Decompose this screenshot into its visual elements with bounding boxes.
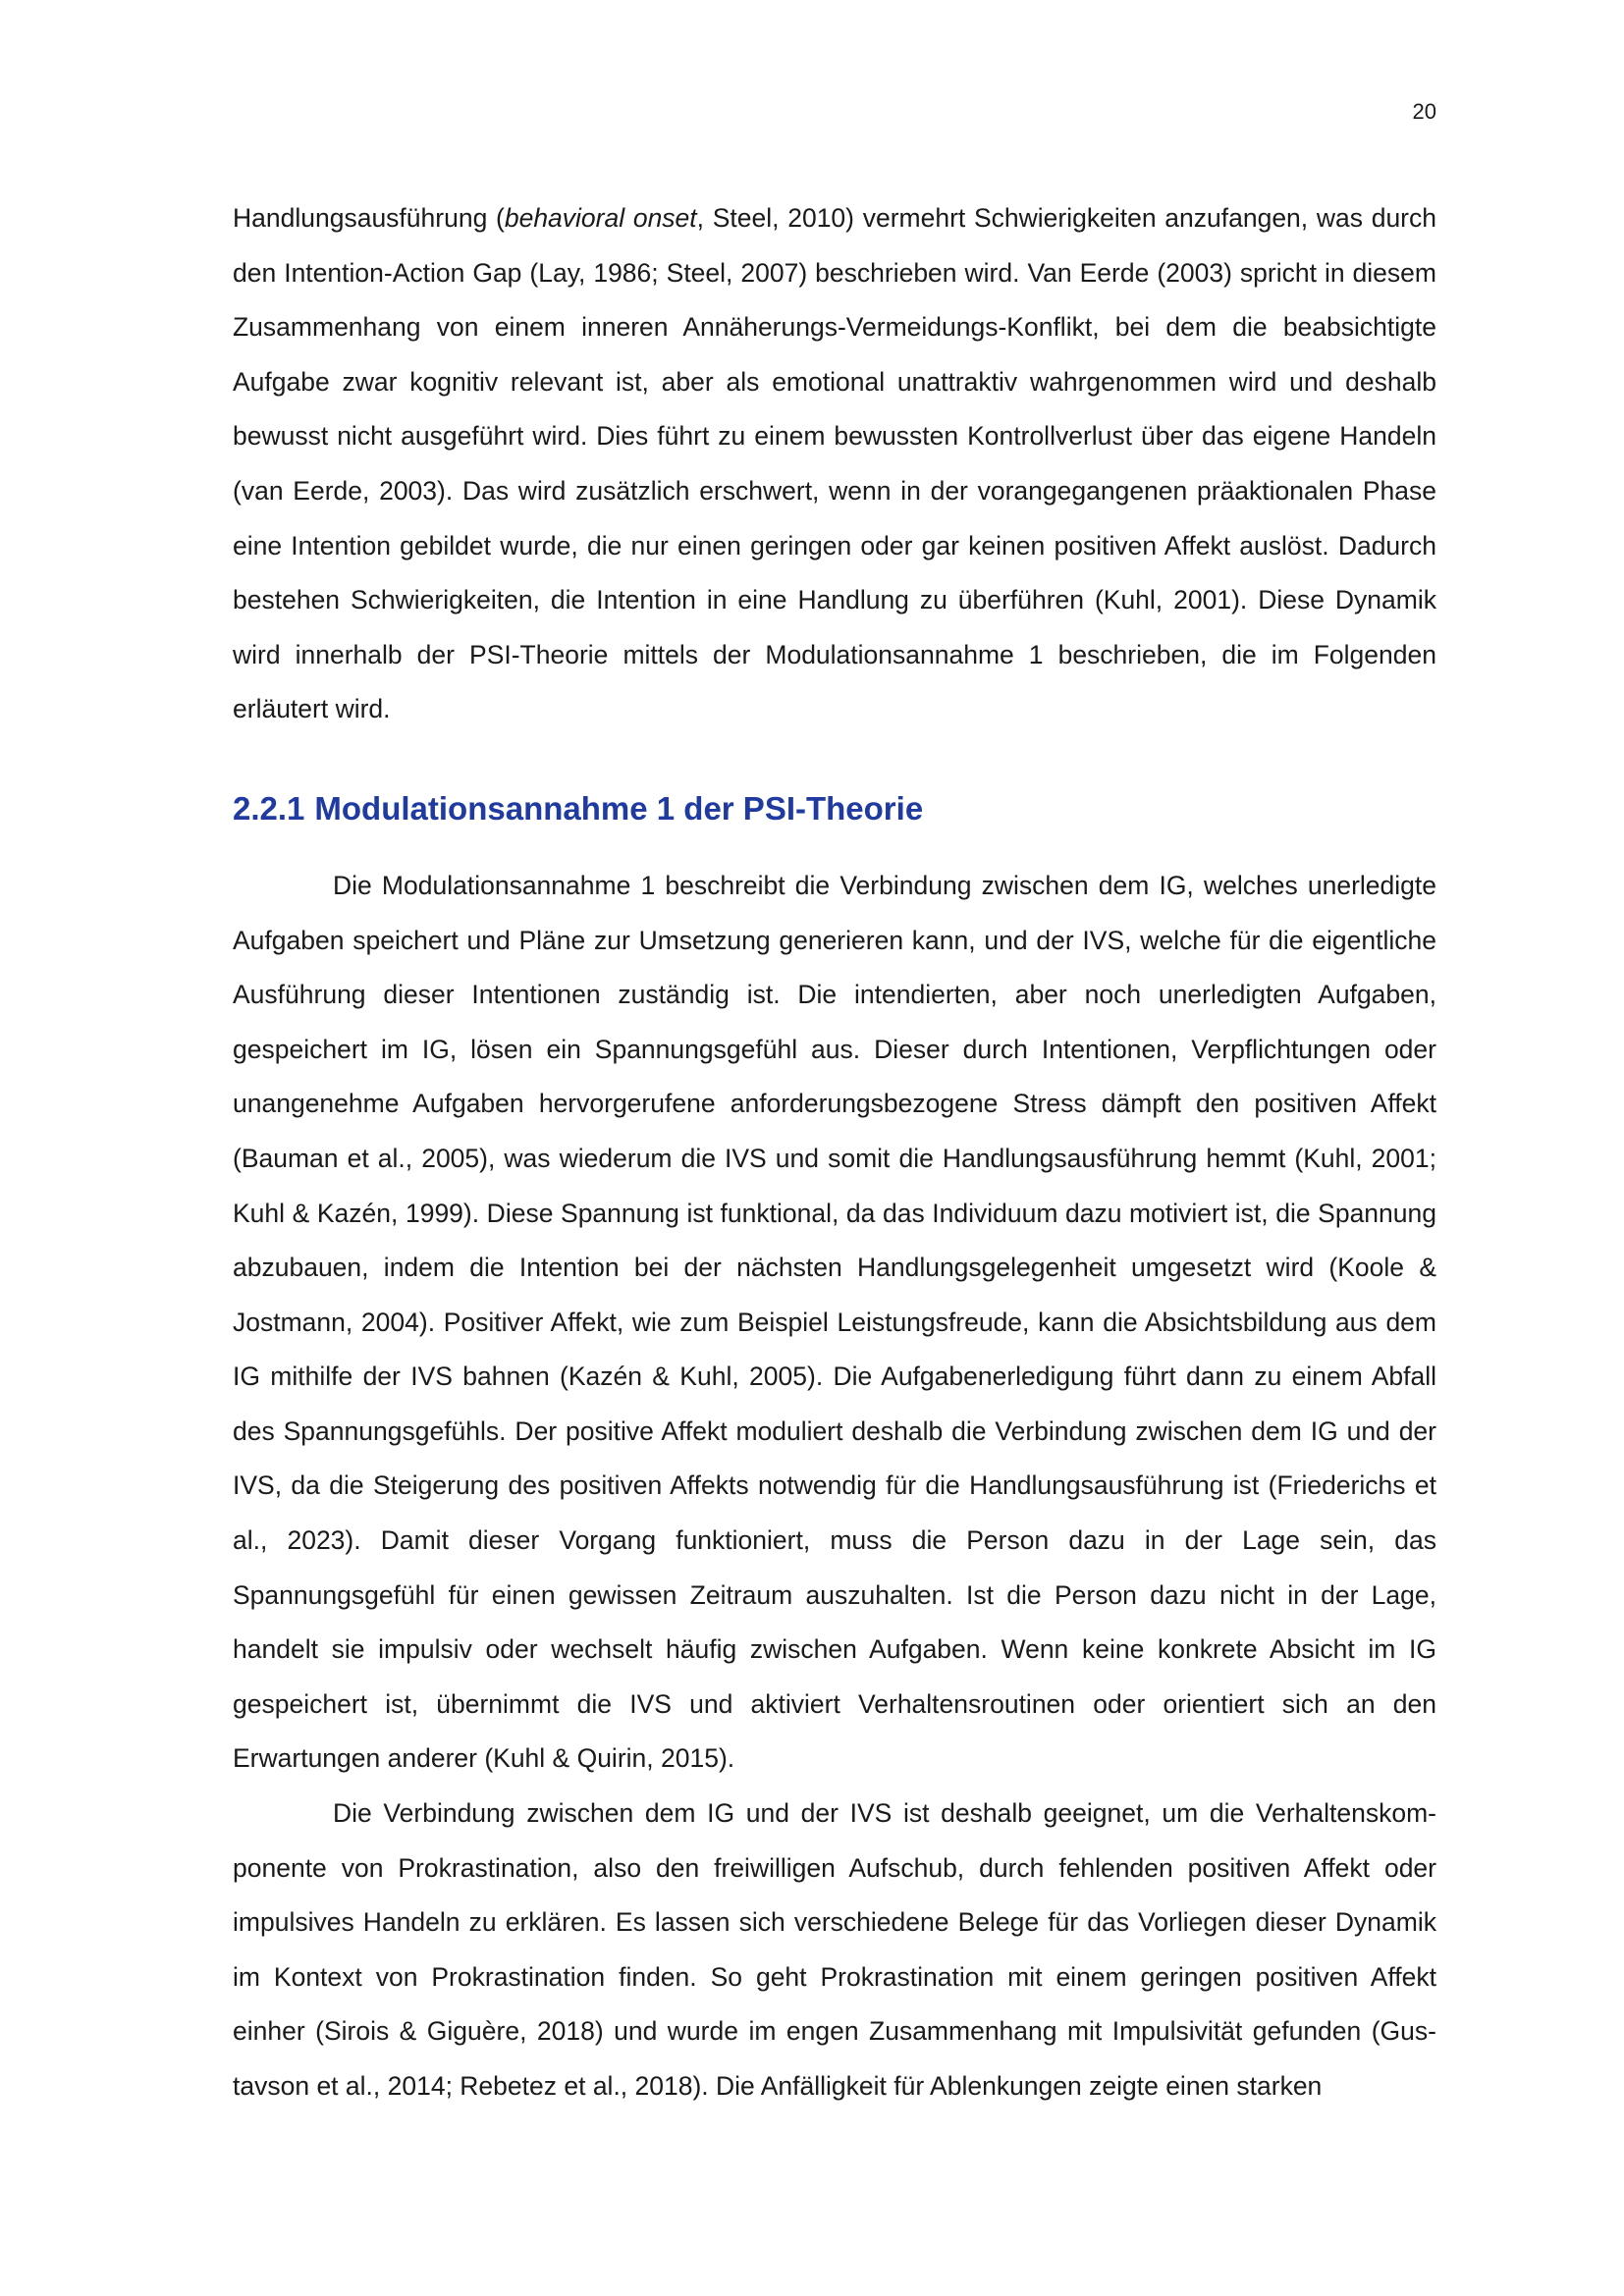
paragraph-intro [233, 191, 1436, 737]
section-title: Modulationsannahme 1 der PSI-Theorie [314, 789, 924, 827]
section-number: 2.2.1 [233, 789, 305, 827]
page-number: 20 [1412, 99, 1436, 124]
paragraph-procrastination: Die Verbindung zwischen dem IG und der IVS ist deshalb geeignet, um die Verhaltenskomponente von Prokrastination, also den freiwilligen Aufschub, durch fehlenden positiven Affekt oder impulsives Handeln zu erklären. Es lassen sich verschiedene Belege für das Vorliegen dieser Dynamik im Kontext von Prokrastination finden. So geht Prokrastination mit einem geringen positiven Affekt einher (Sirois & Giguère, 2018) und wurde im engen Zusammenhang mit Impulsivität gefunden (Gustavson et al., 2014; Rebetez et al., 2018). Die Anfälligkeit für Ablenkungen zeigte einen starken [233, 1798, 1436, 2101]
paragraph-intro-rest: , Steel, 2010) vermehrt Schwierigkeiten anzufangen, was durch den Intention-Action Gap (Lay, 1986; Steel, 2007) beschrieben wird. Van Eerde (2003) spricht in diesem Zusammenhang von einem inneren Annäherungs-Vermeidungs-Konflikt, bei dem die beabsichtigte Aufgabe zwar kognitiv relevant ist, aber als emotional unattraktiv wahrgenommen wird und deshalb bewusst nicht ausgeführt wird. Dies führt zu einem bewussten Kontrollverlust über das eigene Handeln (van Eerde, 2003). Das wird zusätzlich erschwert, wenn in der vorangegangenen präaktionalen Phase eine Intention gebildet wurde, die nur einen geringen oder gar keinen positiven Affekt auslöst. Dadurch bestehen Schwierigkeiten, die Intention in eine Handlung zu überführen (Kuhl, 2001). Diese Dynamik wird innerhalb der PSI-Theorie mittels der Modulationsannahme 1 beschrieben, die im Folgenden erläutert wird. [233, 203, 1436, 724]
paragraph-intro-emphasis: behavioral onset [504, 203, 697, 233]
section-heading [233, 785, 1436, 832]
page-body [233, 191, 1436, 2114]
paragraph-modulation: Die Modulationsannahme 1 beschreibt die Verbindung zwischen dem IG, welches unerledigte Aufgaben speichert und Pläne zur Umsetzung generieren kann, und der IVS, welche für die eigentliche Ausführung dieser Intentionen zuständig ist. Die intendierten, aber noch unerledigten Aufgaben, gespeichert im IG, lösen ein Spannungsgefühl aus. Dieser durch Intentionen, Verpflichtungen oder unangenehme Aufgaben hervorgerufene anforderungsbezogene Stress dämpft den positiven Affekt (Bauman et al., 2005), was wiederum die IVS und somit die Handlungsausführung hemmt (Kuhl, 2001; Kuhl & Kazén, 1999). Diese Spannung ist funktional, da das Individuum dazu motiviert ist, die Spannung abzubauen, indem die Intention bei der nächsten Handlungsgelegenheit umgesetzt wird (Koole & Jostmann, 2004). Positiver Affekt, wie zum Beispiel Leistungsfreude, kann die Absichtsbildung aus dem IG mithilfe der IVS bahnen (Kazén & Kuhl, 2005). Die Aufgabenerledigung führt dann zu einem Abfall des Spannungsgefühls. Der positive Affekt moduliert deshalb die Verbindung zwischen dem IG und der IVS, da die Steigerung des positiven Affekts notwendig für die Handlungsausführung ist (Friederichs et al., 2023). Damit dieser Vorgang funktioniert, muss die Person dazu in der Lage sein, das Spannungsgefühl für einen gewissen Zeitraum auszuhalten. Ist die Person dazu nicht in der Lage, handelt sie impulsiv oder wechselt häufig zwischen Aufgaben. Wenn keine konkrete Absicht im IG gespeichert ist, übernimmt die IVS und aktiviert Verhaltensroutinen oder orientiert sich an den Erwartungen anderer (Kuhl & Quirin, 2015). [233, 870, 1436, 1774]
paragraph-intro-lead: Handlungsausführung ( [233, 203, 505, 233]
